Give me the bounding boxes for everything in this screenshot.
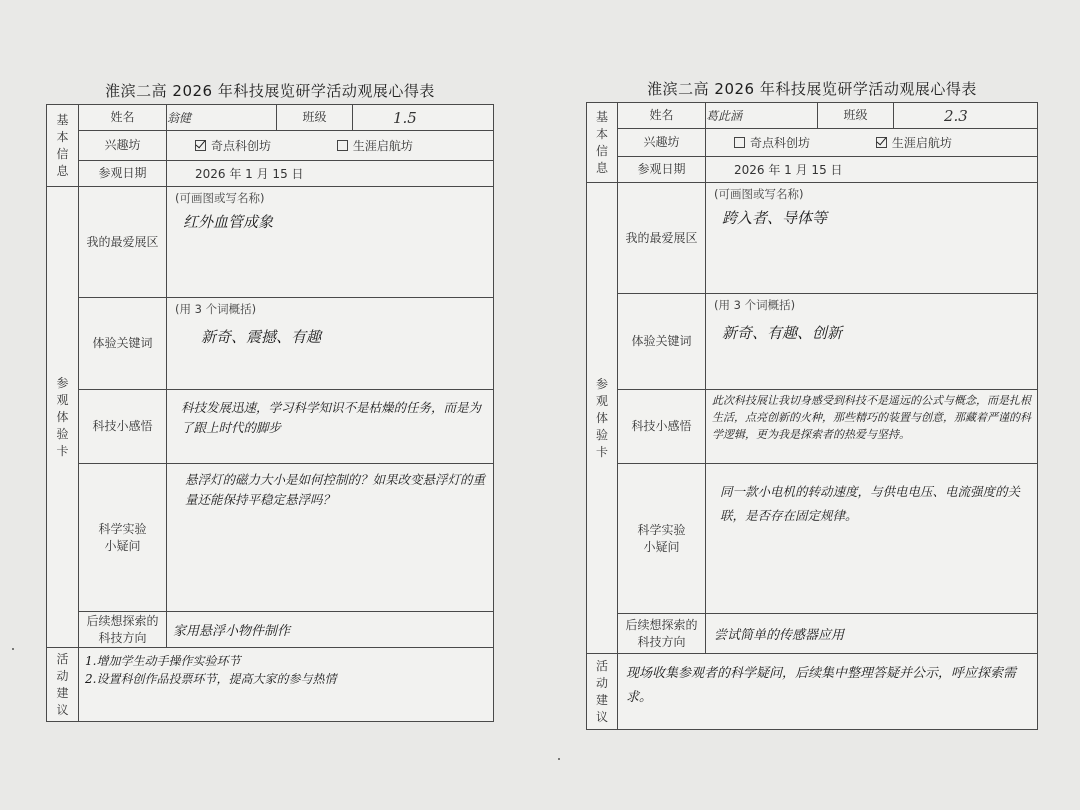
insight-value: 科技发展迅速，学习科学知识不是枯燥的任务，而是为了跟上时代的脚步 [181, 400, 482, 435]
suggest-line-1: 现场收集参观者的科学疑问，后续集中整理答疑并公示，呼应探索需求。 [626, 666, 1017, 705]
name-label: 姓名 [618, 103, 706, 129]
fav-prompt: (可画图或写名称) [175, 191, 265, 205]
fav-prompt: (可画图或写名称) [714, 187, 804, 201]
question-label: 科学实验 小疑问 [79, 464, 167, 612]
date-value: 2026 年 1 月 15 日 [706, 157, 1038, 183]
class-value: 1.5 [353, 105, 494, 131]
direction-value: 尝试简单的传感器应用 [714, 628, 845, 643]
question-cell [706, 464, 1038, 614]
suggest-line-1: 1.增加学生动手操作实验环节 [85, 654, 241, 668]
checkbox-checked-icon[interactable] [195, 140, 206, 151]
fav-label: 我的最爱展区 [79, 187, 167, 298]
fav-cell [167, 187, 494, 298]
fav-value: 跨入者、导体等 [722, 209, 828, 227]
direction-cell [167, 612, 494, 648]
keywords-value: 新奇、有趣、创新 [722, 324, 843, 342]
checkbox-empty-icon[interactable] [734, 137, 745, 148]
date-label: 参观日期 [79, 161, 167, 187]
interest-options [167, 131, 494, 161]
option-qidian[interactable]: 奇点科创坊 [734, 134, 810, 151]
form-title: 淮滨二高 2026 年科技展览研学活动观展心得表 [105, 82, 435, 100]
insight-cell [706, 390, 1038, 464]
checkbox-checked-icon[interactable] [876, 137, 887, 148]
suggest-cell [618, 654, 1038, 730]
interest-label: 兴趣坊 [618, 129, 706, 157]
option-shengya[interactable]: 生涯启航坊 [876, 134, 952, 151]
option-shengya[interactable]: 生涯启航坊 [337, 137, 413, 154]
direction-label: 后续想探索的 科技方向 [79, 612, 167, 648]
keywords-cell [706, 294, 1038, 390]
section-suggest-label: 活 动 建 议 [587, 654, 618, 730]
question-value: 同一款小电机的转动速度，与供电电压、电流强度的关联，是否存在固定规律。 [720, 484, 1021, 523]
keywords-value: 新奇、震撼、有趣 [201, 328, 322, 346]
interest-label: 兴趣坊 [79, 131, 167, 161]
question-value: 悬浮灯的磁力大小是如何控制的？如果改变悬浮灯的重量还能保持平稳定悬浮吗？ [185, 472, 486, 507]
name-label: 姓名 [79, 105, 167, 131]
class-label: 班级 [277, 105, 353, 131]
direction-value: 家用悬浮小物件制作 [173, 624, 291, 639]
insight-value: 此次科技展让我切身感受到科技不是遥远的公式与概念，而是扎根生活，点亮创新的火种，那些精巧的装置与创意，那藏着严谨的科学逻辑，更为我是探索者的热爱与坚持。 [712, 394, 1031, 441]
fav-cell [706, 183, 1038, 294]
scan-speck [12, 648, 14, 650]
suggest-line-2: 2.设置科创作品投票环节，提高大家的参与热情 [85, 672, 337, 686]
class-value: 2.3 [894, 103, 1038, 129]
keywords-label: 体验关键词 [79, 298, 167, 390]
section-visit-label: 参 观 体 验 卡 [47, 187, 79, 648]
keywords-label: 体验关键词 [618, 294, 706, 390]
date-label: 参观日期 [618, 157, 706, 183]
section-suggest-label: 活 动 建 议 [47, 648, 79, 722]
section-visit-label: 参 观 体 验 卡 [587, 183, 618, 654]
keywords-prompt: (用 3 个词概括) [175, 302, 257, 316]
fav-value: 红外血管成象 [183, 213, 274, 231]
keywords-prompt: (用 3 个词概括) [714, 298, 796, 312]
fav-label: 我的最爱展区 [618, 183, 706, 294]
date-value: 2026 年 1 月 15 日 [167, 161, 494, 187]
direction-cell [706, 614, 1038, 654]
suggest-cell [79, 648, 494, 722]
direction-label: 后续想探索的 科技方向 [618, 614, 706, 654]
keywords-cell [167, 298, 494, 390]
scan-speck [558, 758, 560, 760]
name-value: 葛此涵 [706, 103, 818, 129]
insight-cell [167, 390, 494, 464]
feedback-form-left [46, 78, 494, 722]
section-basic-label: 基 本 信 息 [587, 103, 618, 183]
feedback-form-right [586, 76, 1038, 730]
insight-label: 科技小感悟 [79, 390, 167, 464]
name-value: 翁健 [167, 105, 277, 131]
question-cell [167, 464, 494, 612]
interest-options [706, 129, 1038, 157]
form-title: 淮滨二高 2026 年科技展览研学活动观展心得表 [647, 80, 977, 98]
form-table [46, 104, 494, 722]
insight-label: 科技小感悟 [618, 390, 706, 464]
class-label: 班级 [818, 103, 894, 129]
question-label: 科学实验 小疑问 [618, 464, 706, 614]
option-qidian[interactable]: 奇点科创坊 [195, 137, 271, 154]
checkbox-empty-icon[interactable] [337, 140, 348, 151]
section-basic-label: 基 本 信 息 [47, 105, 79, 187]
form-table [586, 102, 1038, 730]
